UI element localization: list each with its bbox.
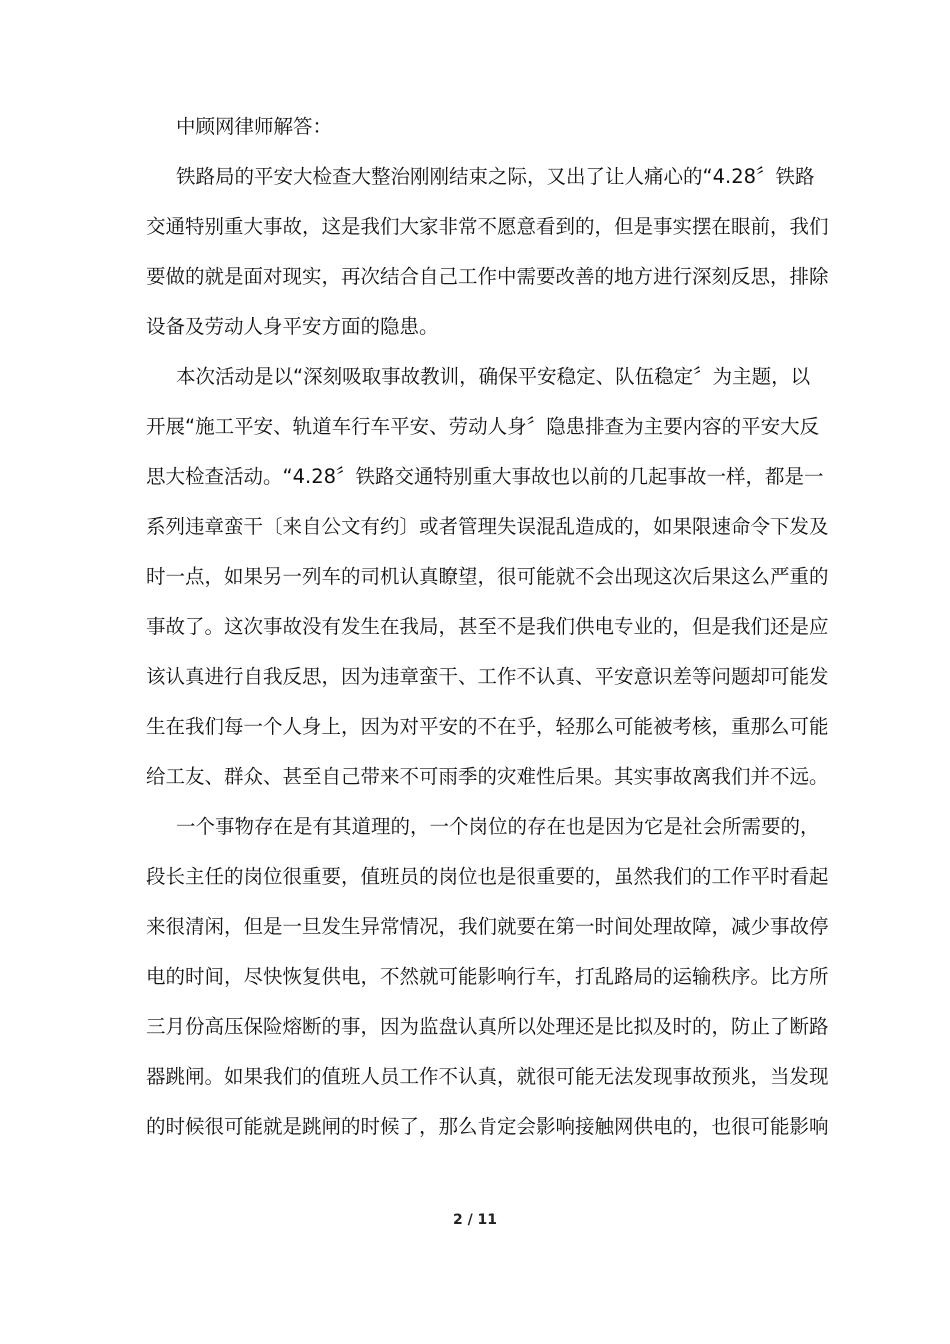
paragraph-1-line-1: 铁路局的平安大检查大整治刚刚结束之际，又出了让人痛心的“4.28〞铁路 [176, 165, 815, 188]
answer-heading: 中顾网律师解答： [176, 115, 333, 138]
paragraph-2-line-5: 时一点，如果另一列车的司机认真瞭望，很可能就不会出现这次后果这么严重的 [146, 565, 829, 588]
paragraph-2-line-1: 本次活动是以“深刻吸取事故教训，确保平安稳定、队伍稳定〞为主题，以 [176, 365, 811, 388]
paragraph-2-line-7: 该认真进行自我反思，因为违章蛮干、工作不认真、平安意识差等问题却可能发 [146, 665, 829, 688]
paragraph-3-line-3: 来很清闲，但是一旦发生异常情况，我们就要在第一时间处理故障，减少事故停 [146, 915, 829, 938]
page-number: 2 / 11 [452, 1212, 498, 1228]
paragraph-2-line-8: 生在我们每一个人身上，因为对平安的不在乎，轻那么可能被考核，重那么可能 [146, 715, 829, 738]
paragraph-2-line-4: 系列违章蛮干〔来自公文有约〕或者管理失误混乱造成的，如果限速命令下发及 [146, 515, 829, 538]
paragraph-1-line-2: 交通特别重大事故，这是我们大家非常不愿意看到的，但是事实摆在眼前，我们 [146, 215, 829, 238]
paragraph-1-line-3: 要做的就是面对现实，再次结合自己工作中需要改善的地方进行深刻反思，排除 [146, 265, 829, 288]
paragraph-3-line-2: 段长主任的岗位很重要，值班员的岗位也是很重要的，虽然我们的工作平时看起 [146, 865, 829, 888]
paragraph-1-line-4: 设备及劳动人身平安方面的隐患。 [146, 315, 439, 338]
paragraph-2-line-3: 思大检查活动。“4.28〞铁路交通特别重大事故也以前的几起事故一样，都是一 [146, 465, 824, 488]
paragraph-3-line-6: 器跳闸。如果我们的值班人员工作不认真，就很可能无法发现事故预兆，当发现 [146, 1065, 829, 1088]
document-body [146, 102, 829, 1152]
paragraph-3-line-7: 的时候很可能就是跳闸的时候了，那么肯定会影响接触网供电的，也很可能影响 [146, 1115, 829, 1138]
paragraph-3-line-4: 电的时间，尽快恢复供电，不然就可能影响行车，打乱路局的运输秩序。比方所 [146, 965, 829, 988]
paragraph-2-line-6: 事故了。这次事故没有发生在我局，甚至不是我们供电专业的，但是我们还是应 [146, 615, 829, 638]
paragraph-3-line-5: 三月份高压保险熔断的事，因为监盘认真所以处理还是比拟及时的，防止了断路 [146, 1015, 829, 1038]
paragraph-2-line-9: 给工友、群众、甚至自己带来不可雨季的灾难性后果。其实事故离我们并不远。 [146, 765, 829, 788]
paragraph-2-line-2: 开展“施工平安、轨道车行车平安、劳动人身〞隐患排查为主要内容的平安大反 [146, 415, 820, 438]
paragraph-3-line-1: 一个事物存在是有其道理的，一个岗位的存在也是因为它是社会所需要的， [176, 815, 820, 838]
